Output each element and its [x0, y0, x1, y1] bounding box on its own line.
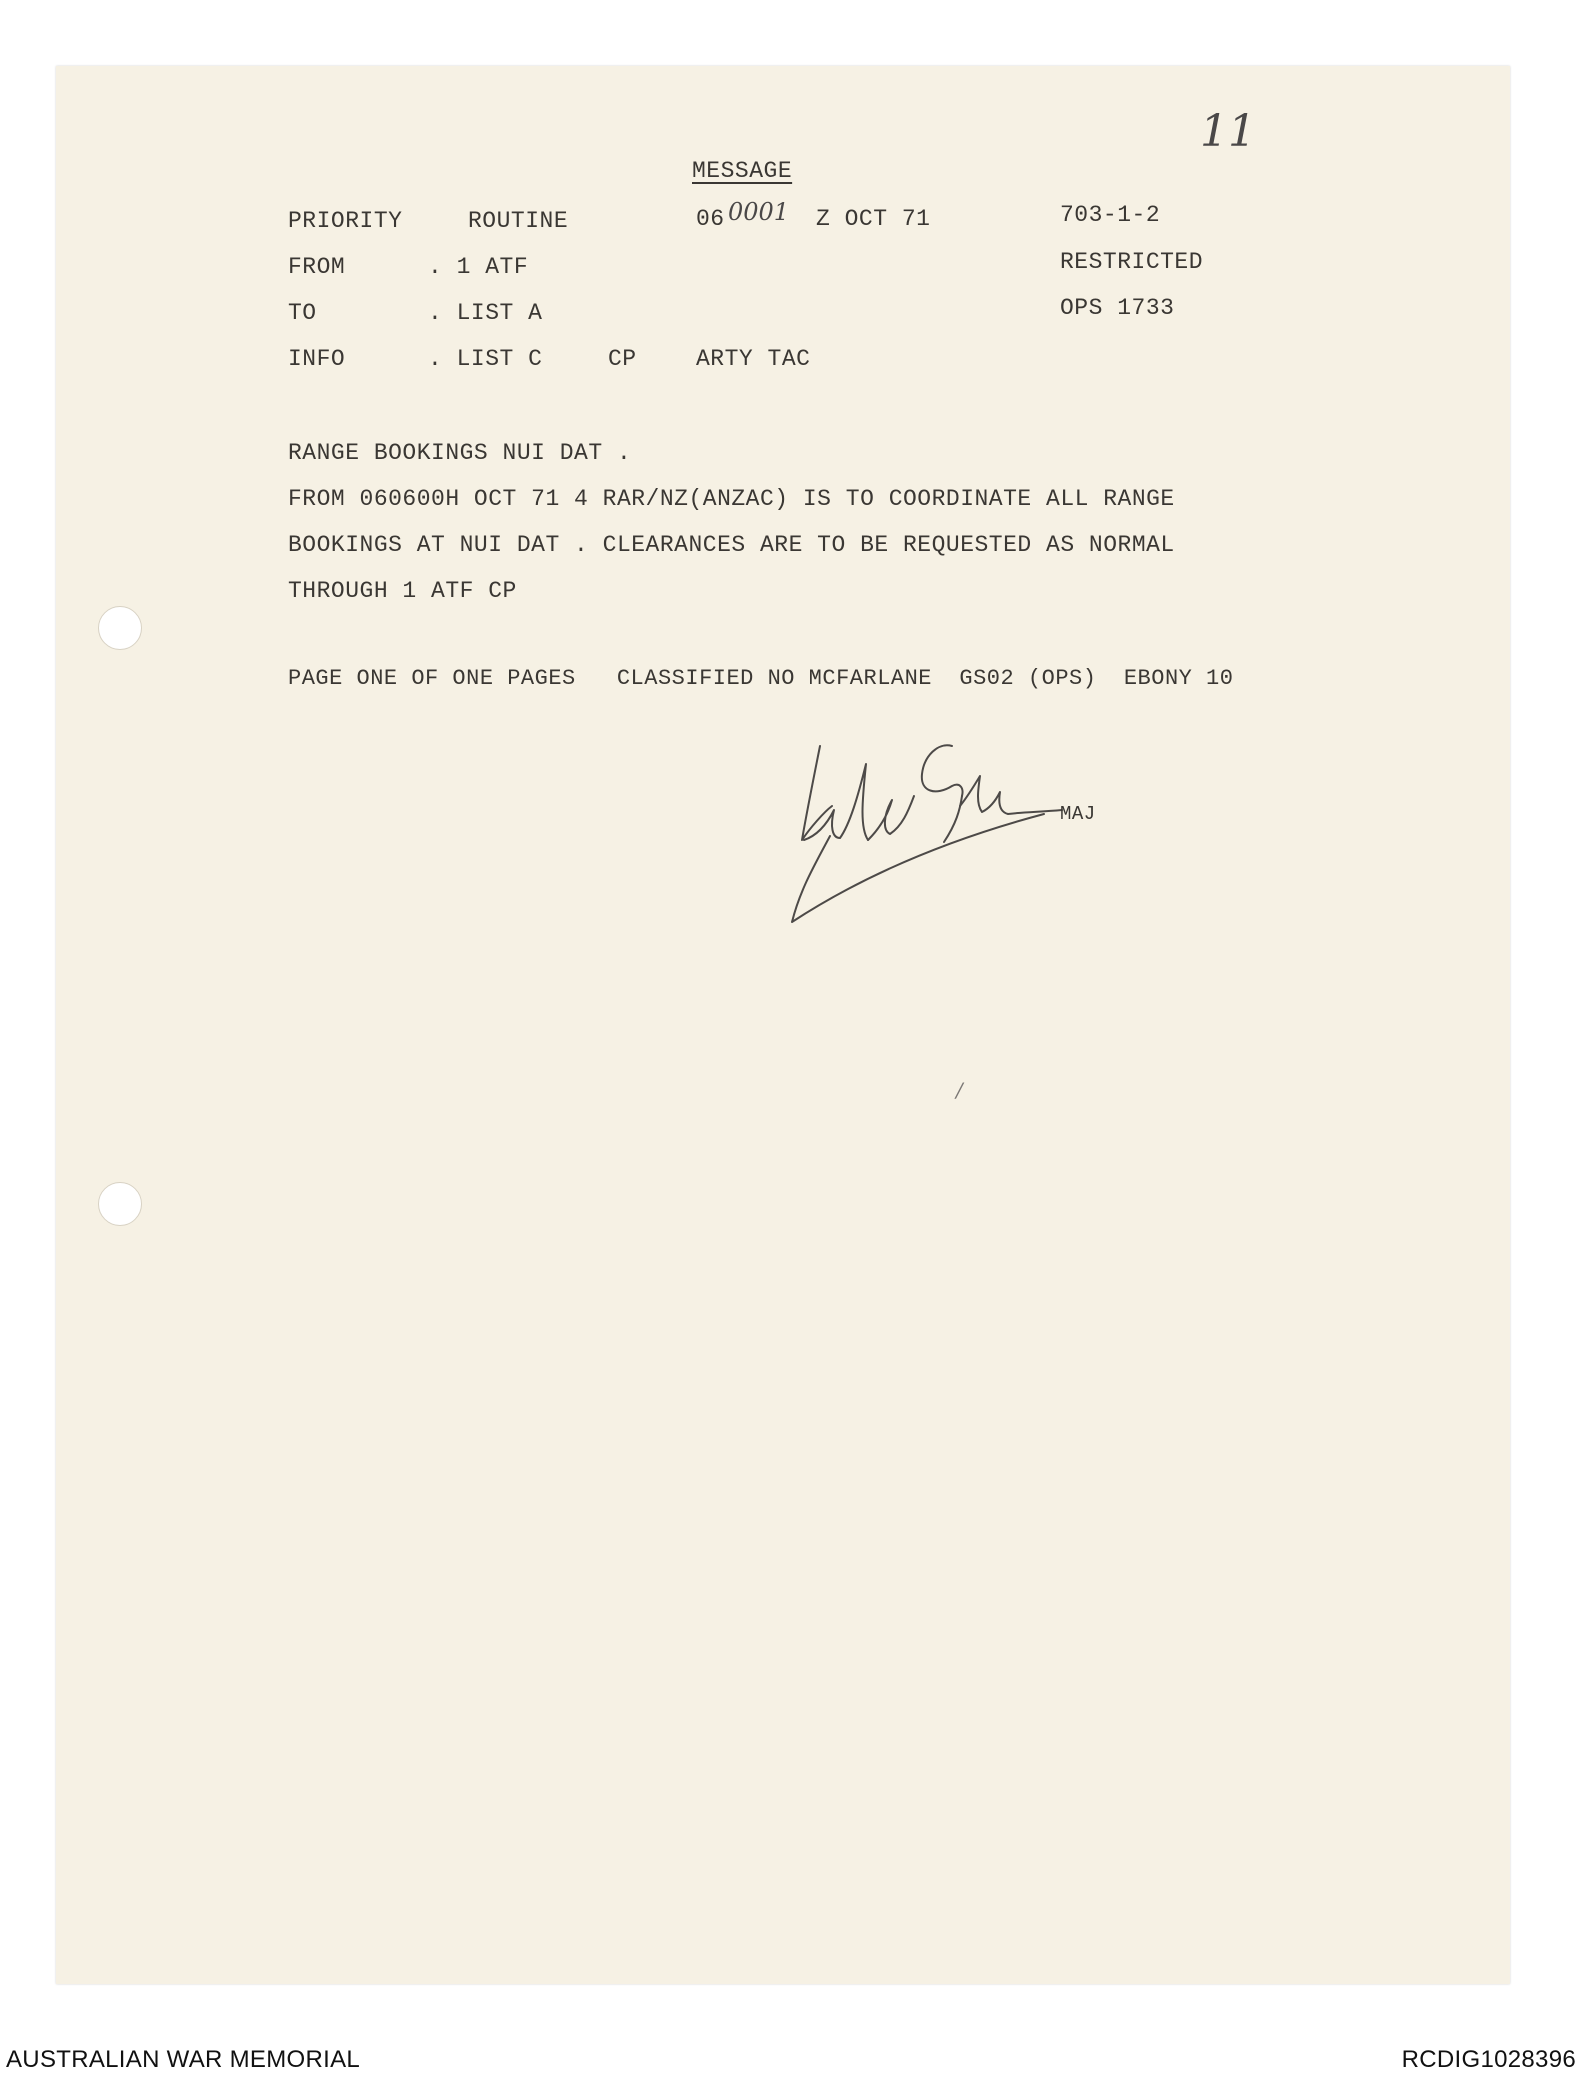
signature: [784, 716, 1144, 956]
punch-hole-top: [98, 606, 142, 650]
ops-reference: OPS 1733: [1060, 295, 1175, 321]
body-line-4: THROUGH 1 ATF CP: [288, 578, 517, 604]
message-title: MESSAGE: [692, 158, 793, 184]
page-number-mark: 11: [1200, 106, 1256, 157]
priority-value: ROUTINE: [468, 208, 569, 234]
archive-item-id: RCDIG1028396: [1401, 2046, 1576, 2073]
classification: RESTRICTED: [1060, 249, 1204, 275]
dtg-day: 06: [696, 206, 725, 232]
info-cp: CP: [608, 346, 637, 372]
to-label: TO: [288, 300, 317, 326]
file-reference: 703-1-2: [1060, 202, 1161, 228]
stray-mark: /: [956, 1078, 963, 1102]
dtg-zone-date: Z OCT 71: [816, 206, 931, 232]
body-line-2: FROM 060600H OCT 71 4 RAR/NZ(ANZAC) IS TO COORDINATE ALL RANGE: [288, 486, 1175, 512]
from-value: . 1 ATF: [428, 254, 529, 280]
punch-hole-bottom: [98, 1182, 142, 1226]
body-line-subject: RANGE BOOKINGS NUI DAT .: [288, 440, 632, 466]
info-value: . LIST C: [428, 346, 543, 372]
signature-rank: MAJ: [1060, 803, 1096, 825]
to-value: . LIST A: [428, 300, 543, 326]
priority-label: PRIORITY: [288, 208, 403, 234]
page-classification-line: PAGE ONE OF ONE PAGES CLASSIFIED NO MCFARLANE GS02 (OPS) EBONY 10: [288, 666, 1234, 691]
info-arty: ARTY TAC: [696, 346, 811, 372]
document-page: [56, 66, 1510, 1984]
dtg-time-handwritten: 0001: [728, 198, 790, 226]
archive-institution: AUSTRALIAN WAR MEMORIAL: [6, 2046, 361, 2073]
body-line-3: BOOKINGS AT NUI DAT . CLEARANCES ARE TO BE REQUESTED AS NORMAL: [288, 532, 1175, 558]
info-label: INFO: [288, 346, 346, 372]
from-label: FROM: [288, 254, 346, 280]
